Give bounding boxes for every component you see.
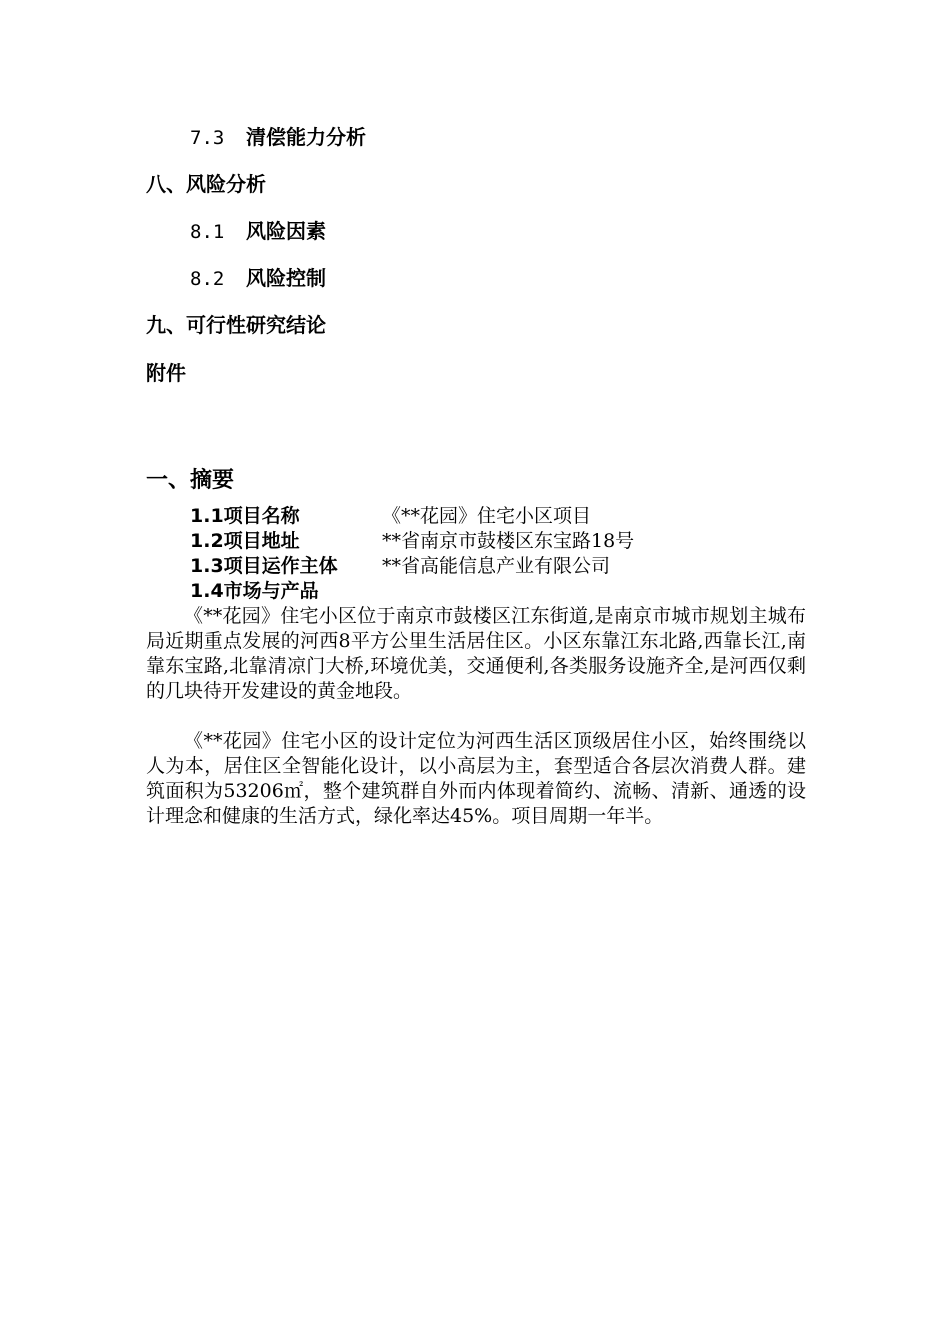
toc-item-label: 清偿能力分析 bbox=[246, 125, 366, 149]
toc-item-label: 风险控制 bbox=[246, 266, 326, 290]
summary-item-value: **省高能信息产业有限公司 bbox=[382, 555, 611, 577]
summary-paragraph-design: 《**花园》住宅小区的设计定位为河西生活区顶级居住小区，始终围绕以人为本，居住区全智能化设计，以小高层为主，套型适合各层次消费人群。建筑面积为53206㎡，整个建筑群自外而内体现着简约、流畅、清新、通透的设计理念和健康的生活方式，绿化率达45%。项目周期一年半。 bbox=[146, 730, 806, 827]
summary-item-key: 1.1项目名称 bbox=[190, 505, 300, 527]
summary-item-key: 1.3项目运作主体 bbox=[190, 555, 338, 577]
toc-item-9 bbox=[146, 313, 326, 337]
summary-item-key: 1.2项目地址 bbox=[190, 530, 300, 552]
summary-item-name bbox=[190, 504, 592, 529]
toc-item-number: 8.1 bbox=[190, 221, 225, 243]
toc-item-label: 八、风险分析 bbox=[146, 172, 266, 196]
summary-item-value: 《**花园》住宅小区项目 bbox=[382, 505, 592, 527]
summary-paragraph-location: 《**花园》住宅小区位于南京市鼓楼区江东街道,是南京市城市规划主城布局近期重点发展的河西8平方公里生活居住区。小区东靠江东北路,西靠长江,南靠东宝路,北靠清凉门大桥,环境优美，交通便利,各类服务设施齐全,是河西仅剩的几块待开发建设的黄金地段。 bbox=[146, 605, 806, 702]
summary-item-operator bbox=[190, 554, 611, 579]
toc-item-8-2 bbox=[190, 266, 326, 291]
toc-appendix bbox=[146, 361, 186, 385]
summary-item-address bbox=[190, 529, 635, 554]
toc-item-label: 风险因素 bbox=[246, 219, 326, 243]
toc-item-label: 附件 bbox=[146, 361, 186, 385]
toc-item-label: 九、可行性研究结论 bbox=[146, 313, 326, 337]
summary-heading: 一、摘要 bbox=[146, 468, 235, 493]
summary-item-market bbox=[190, 579, 319, 604]
summary-item-key: 1.4市场与产品 bbox=[190, 580, 319, 602]
toc-item-7-3 bbox=[190, 125, 366, 150]
toc-item-8-1 bbox=[190, 219, 326, 244]
toc-item-8 bbox=[146, 172, 266, 196]
summary-item-value: **省南京市鼓楼区东宝路18号 bbox=[382, 530, 635, 552]
toc-item-number: 7.3 bbox=[190, 127, 225, 149]
toc-item-number: 8.2 bbox=[190, 268, 225, 290]
